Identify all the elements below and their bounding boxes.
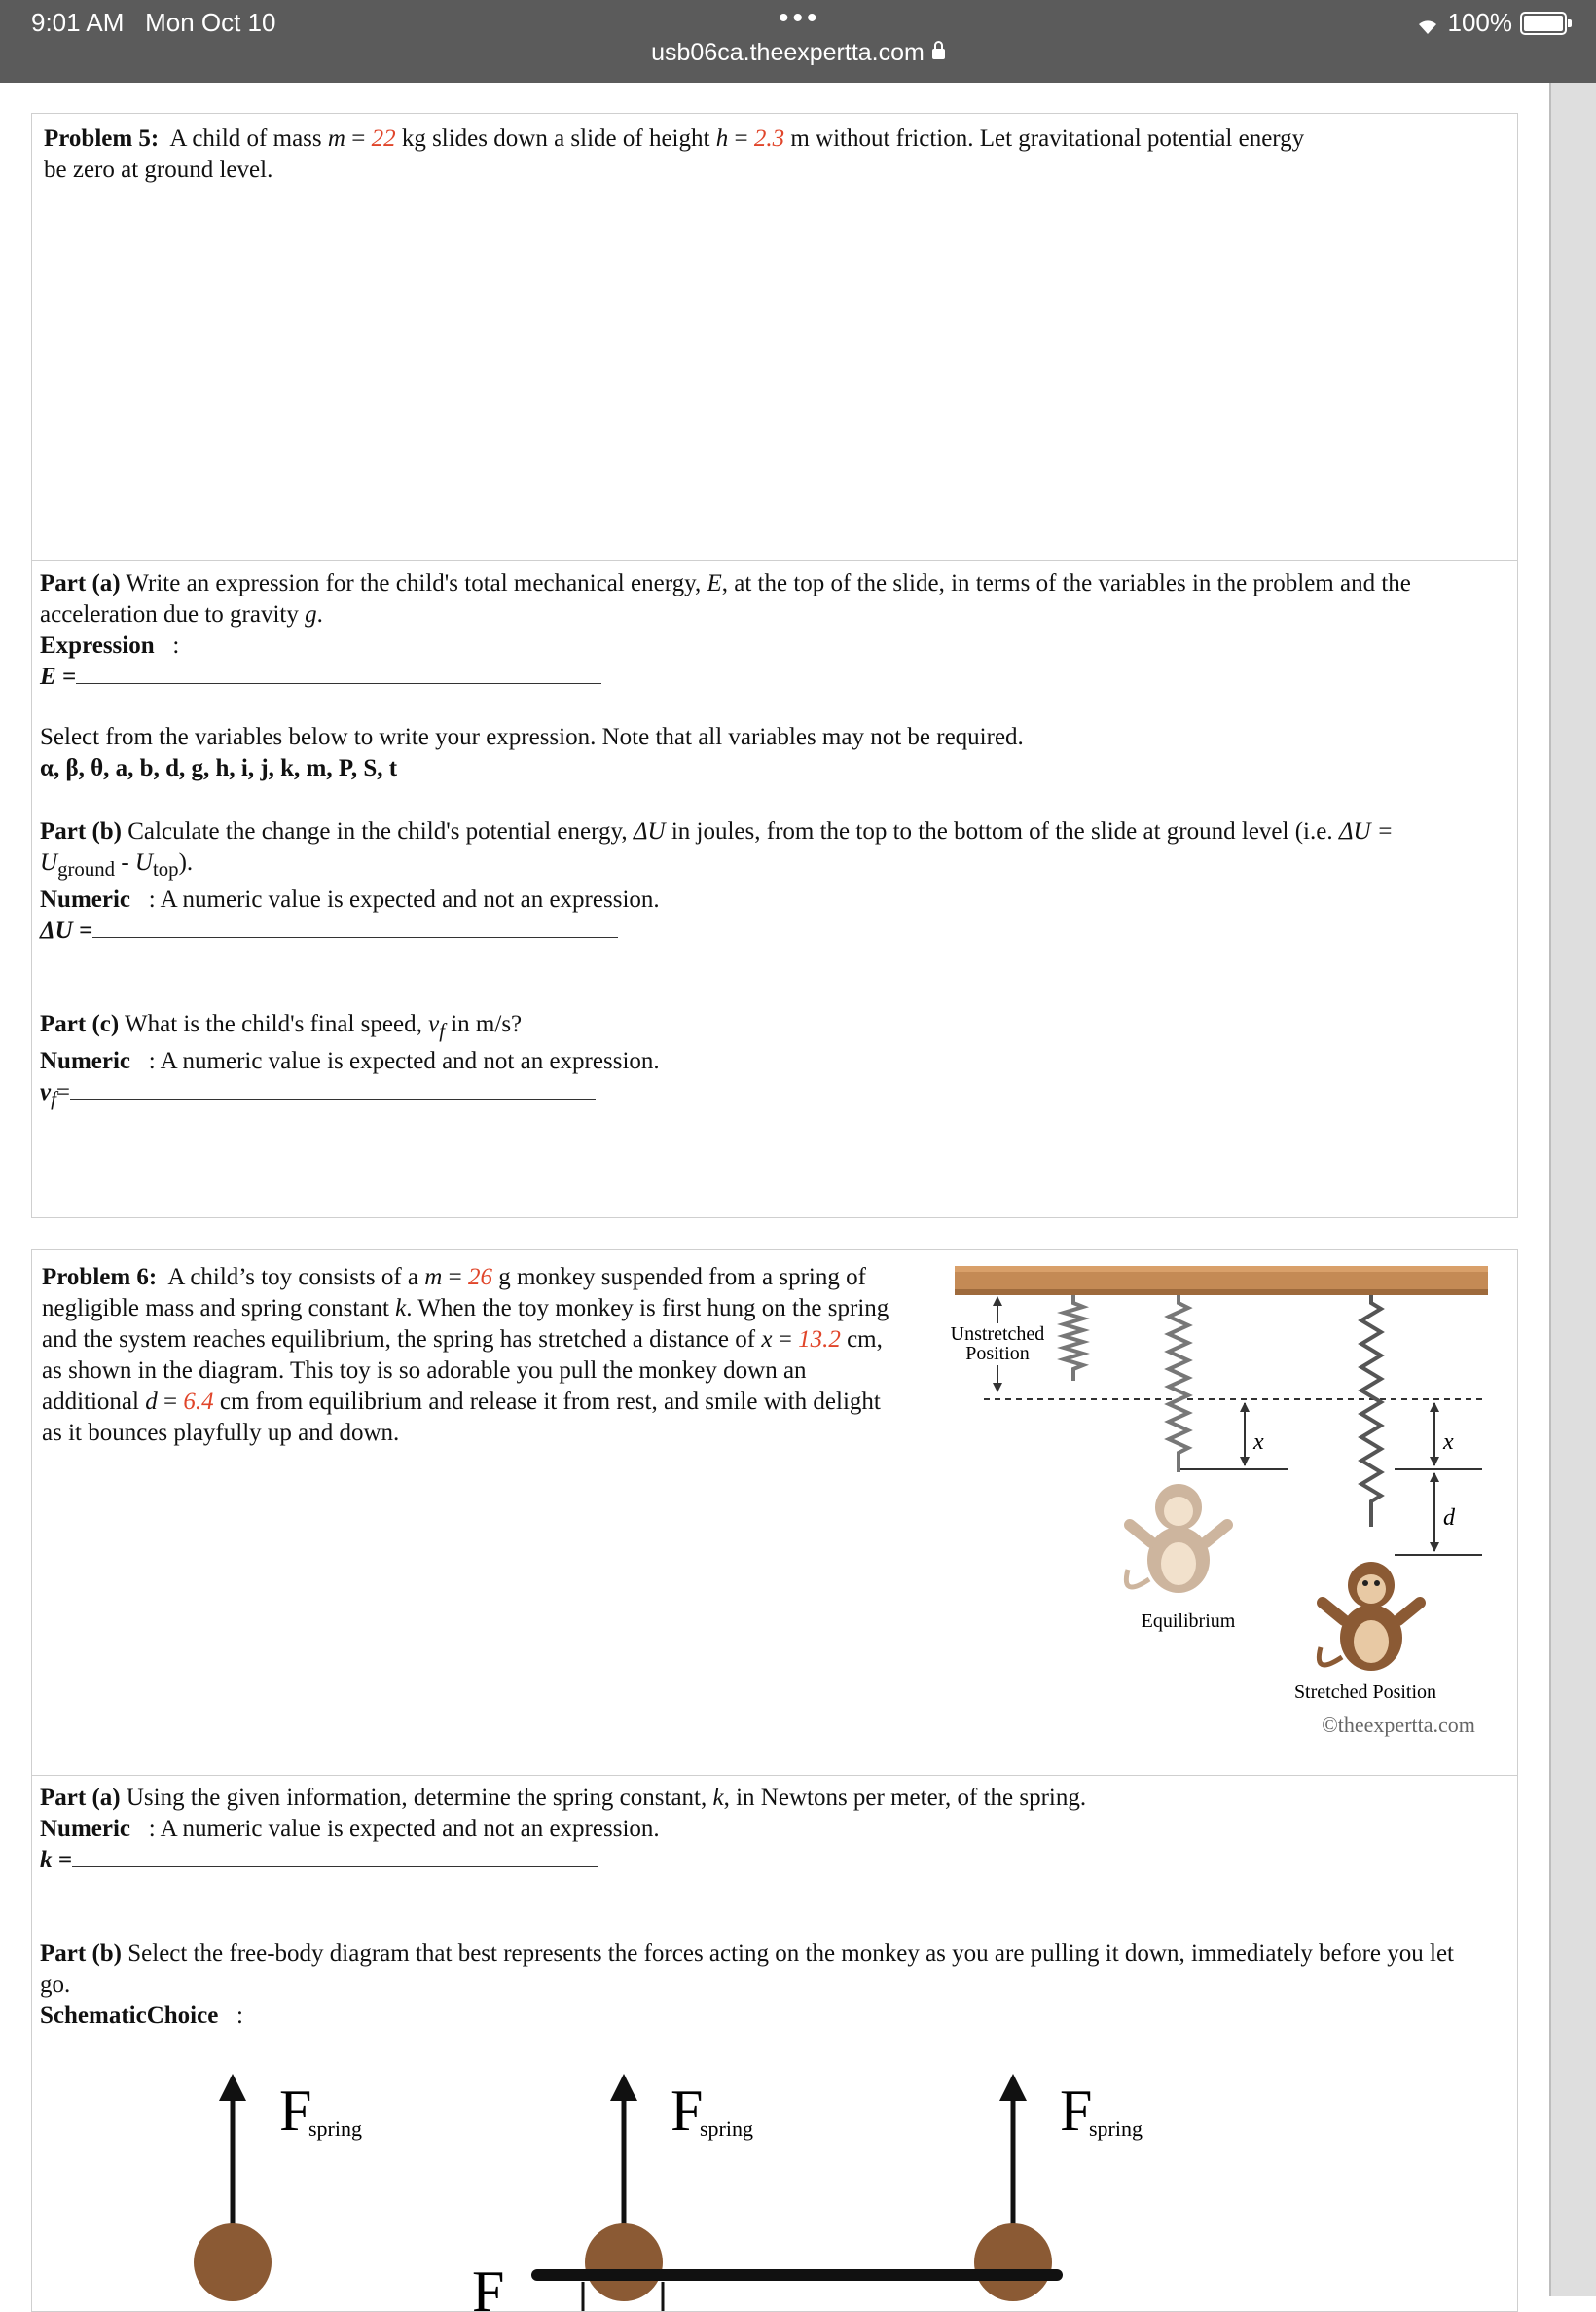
problem-5-statement: Problem 5: A child of mass m = 22 kg slides down a slide of height h = 2.3 m without friction. Let gravitational potential energy be zero at ground level. <box>44 126 1305 183</box>
svg-text:F <box>671 2078 703 2143</box>
problem-6-statement: Problem 6: A child’s toy consists of a m = 26 g monkey suspended from a spring of negligible mass and spring constant k. When the toy monkey is first hung on the spring and the system reaches equilibrium, the spring has stretched a distance of x = 13.2 cm, as shown in the diagram. This toy is so adorable you pull the monkey down an additional d = 6.4 cm from equilibrium and release it from rest, and smile with delight as it bounces playfully up and down. <box>42 1264 889 1446</box>
equilibrium-label: Equilibrium <box>1141 1610 1236 1632</box>
delta-u-answer-blank[interactable] <box>92 918 618 938</box>
d-label: d <box>1443 1505 1455 1531</box>
expression-answer-blank[interactable] <box>76 664 601 684</box>
final-speed-answer-blank[interactable] <box>70 1079 596 1100</box>
free-body-choices <box>32 1250 1517 2311</box>
unstretched-position-label: Position <box>965 1343 1030 1364</box>
variable-list: α, β, θ, a, b, d, g, h, i, j, k, m, P, S, t <box>40 755 398 781</box>
status-bar <box>0 0 1596 83</box>
problem-6-part-b: Part (b) Select the free-body diagram that best represents the forces acting on the monkey as you are pulling it down, immediately before you let go. SchematicChoice : <box>40 1940 1455 2029</box>
fbd-choice-2-subscript: spring <box>700 2116 753 2141</box>
stretched-label: Stretched Position <box>1293 1681 1437 1703</box>
fbd-choice-3-subscript: spring <box>1089 2116 1143 2141</box>
variable-instructions: Select from the variables below to write your expression. Note that all variables may not be required. α, β, θ, a, b, d, g, h, i, j, k, m, P, S, t <box>40 724 1024 781</box>
svg-text:spring <box>308 2116 362 2141</box>
given-stretch: 13.2 <box>798 1326 841 1353</box>
svg-text:F <box>279 2078 311 2143</box>
fbd-choice-1-ball <box>194 2223 272 2301</box>
svg-text:F <box>1060 2078 1092 2143</box>
status-time: 9:01 AM Mon Oct 10 <box>31 8 276 37</box>
fbd-choice-2-label: F <box>671 2078 704 2143</box>
url-text[interactable]: usb06ca.theexpertta.com <box>651 39 925 66</box>
problem-5-card <box>31 113 1518 1218</box>
given-extra-distance: 6.4 <box>183 1389 214 1415</box>
given-height: 2.3 <box>753 126 785 152</box>
home-indicator[interactable] <box>531 2269 1063 2281</box>
wifi-icon <box>1415 16 1440 35</box>
svg-text:spring <box>700 2116 753 2141</box>
fbd-choice-2-partial-label: F <box>472 2259 505 2311</box>
battery-icon <box>1520 12 1567 35</box>
fbd-choice-1-subscript: spring <box>308 2116 362 2141</box>
fbd-choice-2-ball <box>585 2223 663 2301</box>
tab-dots-icon[interactable]: ••• <box>779 2 821 34</box>
lock-icon <box>932 49 945 59</box>
x-label-stretched: x <box>1443 1429 1454 1455</box>
problem-6-part-a: Part (a) Using the given information, determine the spring constant, k, in Newtons per meter, of the spring. Numeric : A numeric value is expected and not an expression. k = <box>40 1785 1087 1873</box>
problem-5-part-c: Part (c) What is the child's final speed, $v_f$ in m/s? Numeric : A numeric value is expected and not an expression. $v_f=$ <box>40 1011 660 1110</box>
problem-5-part-a: Part (a) Write an expression for the child's total mechanical energy, E, at the top of the slide, in terms of the variables in the problem and the acceleration due to gravity g. Expression : E = <box>40 570 1411 690</box>
status-date: Mon Oct 10 <box>145 8 276 37</box>
address-bar[interactable] <box>0 39 1596 67</box>
svg-text:F <box>472 2259 504 2311</box>
divider <box>32 560 1517 561</box>
given-mass: 22 <box>371 126 396 152</box>
problem-6-card <box>31 1249 1518 2312</box>
fbd-choice-3-label: F <box>1060 2078 1093 2143</box>
fbd-choice-3-ball <box>974 2223 1052 2301</box>
unstretched-label: Unstretched <box>950 1323 1045 1345</box>
fbd-choice-1-label: F <box>279 2078 312 2143</box>
copyright-label: ©theexpertta.com <box>1322 1713 1475 1737</box>
svg-text:spring <box>1089 2116 1143 2141</box>
x-label-equilibrium: x <box>1253 1429 1264 1455</box>
given-monkey-mass: 26 <box>467 1264 492 1290</box>
battery-percent: 100% <box>1447 8 1512 37</box>
problem-5-part-b: Part (b) Calculate the change in the child's potential energy, ΔU in joules, from the top to the bottom of the slide at ground level (i.e. ΔU = $U_{ground} - U_{top}$). Numeric : A numeric value is expected and not an expression. ΔU = <box>40 818 1394 944</box>
scroll-gutter[interactable] <box>1549 83 1596 2296</box>
